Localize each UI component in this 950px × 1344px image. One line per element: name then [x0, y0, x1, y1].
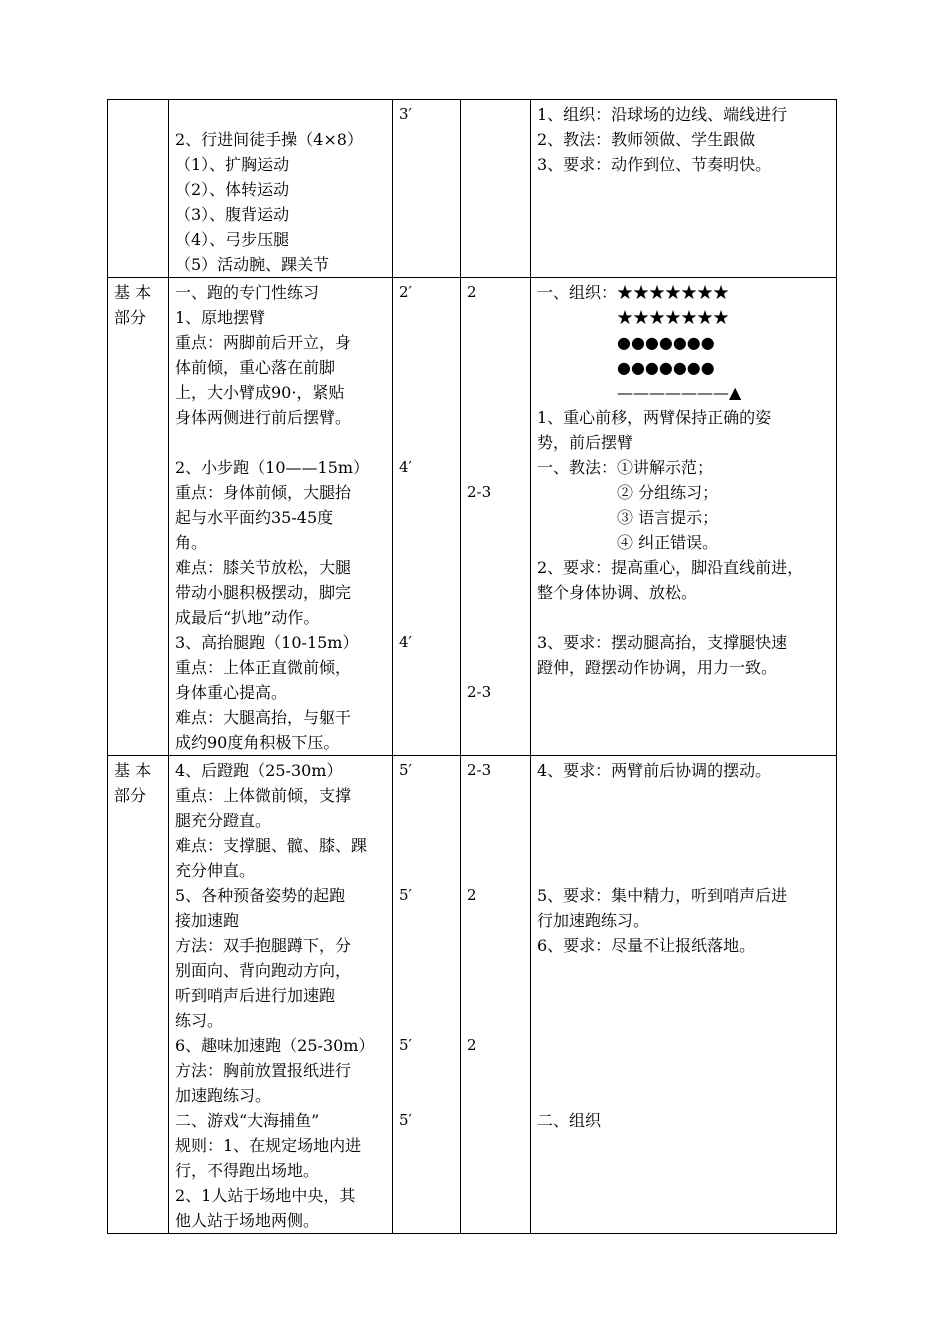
content-line: 练习。 [175, 1011, 224, 1030]
method-line: 一、教法：①讲解示范； [537, 458, 714, 477]
count-value [467, 555, 524, 580]
time-value [399, 833, 454, 858]
count-cell [461, 278, 531, 756]
method-line [537, 858, 830, 883]
time-value [399, 983, 454, 1008]
count-value: 2-3 [467, 761, 492, 779]
count-value [467, 330, 524, 355]
time-value [399, 933, 454, 958]
section-cell [108, 100, 169, 278]
method-line [537, 1083, 830, 1108]
content-line: 难点：大腿高抬，与躯干 [175, 708, 352, 727]
method-line: ●●●●●●● [537, 333, 715, 352]
time-value: 5′ [399, 761, 412, 779]
count-value [467, 1008, 524, 1033]
time-value: 5′ [399, 1111, 412, 1129]
method-line [537, 1008, 830, 1033]
count-value: 2 [467, 886, 477, 904]
content-line [175, 102, 386, 127]
content-line: 重点：上体微前倾，支撑 [175, 786, 352, 805]
content-line: （5）活动腕、踝关节 [175, 255, 330, 274]
content-line: 加速跑练习。 [175, 1086, 272, 1105]
lesson-plan-body [108, 100, 837, 1234]
section-label: 基 本 [114, 761, 152, 780]
count-value [467, 505, 524, 530]
time-value [399, 958, 454, 983]
content-line: 方法：胸前放置报纸进行 [175, 1061, 352, 1080]
count-value [467, 355, 524, 380]
content-line: 上，大小臂成90·，紧贴 [175, 383, 345, 402]
time-value [399, 1008, 454, 1033]
content-line: 2、1人站于场地中央，其 [175, 1186, 356, 1205]
time-value [399, 1083, 454, 1108]
content-line: 身体重心提高。 [175, 683, 288, 702]
content-line: 二、游戏“大海捕鱼” [175, 1111, 320, 1130]
content-line: 身体两侧进行前后摆臂。 [175, 408, 352, 427]
method-line [537, 983, 830, 1008]
method-line: 5、要求：集中精力，听到哨声后进 [537, 886, 788, 905]
content-line: 难点：膝关节放松，大腿 [175, 558, 352, 577]
content-line: 3、高抬腿跑（10-15m） [175, 633, 359, 652]
content-line: 体前倾，重心落在前脚 [175, 358, 336, 377]
content-line: 5、各种预备姿势的起跑 [175, 886, 346, 905]
content-line: 听到哨声后进行加速跑 [175, 986, 336, 1005]
content-cell [169, 756, 393, 1234]
method-line: 一、组织：★★★★★★★ [537, 283, 730, 302]
method-line [537, 783, 830, 808]
section-label: 部分 [114, 308, 147, 327]
time-value [399, 380, 454, 405]
method-line [537, 958, 830, 983]
method-cell [531, 100, 837, 278]
time-value [399, 405, 454, 430]
content-line: 带动小腿积极摆动，脚完 [175, 583, 352, 602]
content-line: 6、趣味加速跑（25-30m） [175, 1036, 375, 1055]
content-line: （2）、体转运动 [175, 180, 290, 199]
method-line [537, 1058, 830, 1083]
content-line: 起与水平面约35-45度 [175, 508, 334, 527]
method-line: 蹬伸，蹬摆动作协调，用力一致。 [537, 658, 778, 677]
time-value: 3′ [399, 105, 412, 123]
content-line: 难点：支撑腿、髋、膝、踝 [175, 836, 368, 855]
time-value [399, 908, 454, 933]
time-value: 5′ [399, 886, 412, 904]
time-cell [393, 278, 461, 756]
count-value [467, 430, 524, 455]
method-line [537, 1033, 830, 1058]
content-line [175, 430, 386, 455]
method-line: 2、要求：提高重心，脚沿直线前进， [537, 558, 804, 577]
content-line: 2、小步跑（10——15m） [175, 458, 370, 477]
time-cell [393, 100, 461, 278]
method-line [537, 808, 830, 833]
count-value [467, 908, 524, 933]
time-value [399, 783, 454, 808]
count-value [467, 380, 524, 405]
section-cell [108, 756, 169, 1234]
content-line: 规则：1、在规定场地内进 [175, 1136, 362, 1155]
count-value [467, 580, 524, 605]
count-cell [461, 756, 531, 1234]
count-value: 2 [467, 1036, 477, 1054]
content-line: 他人站于场地两侧。 [175, 1211, 320, 1230]
content-line: （4）、弓步压腿 [175, 230, 290, 249]
content-line: 重点：上体正直微前倾， [175, 658, 352, 677]
table-row [108, 756, 837, 1234]
count-value [467, 102, 524, 127]
count-value [467, 858, 524, 883]
time-value [399, 808, 454, 833]
lesson-plan-table [107, 99, 837, 1234]
method-line: 二、组织 [537, 1111, 602, 1130]
method-line: ④ 纠正错误。 [537, 533, 719, 552]
time-value [399, 605, 454, 630]
content-line: 重点：两脚前后开立，身 [175, 333, 352, 352]
section-label: 基 本 [114, 283, 152, 302]
content-line: （3）、腹背运动 [175, 205, 290, 224]
time-value [399, 505, 454, 530]
table-row [108, 100, 837, 278]
method-line: 3、要求：动作到位、节奏明快。 [537, 155, 772, 174]
method-line [537, 833, 830, 858]
method-line [537, 605, 830, 630]
content-line: 2、行进间徒手操（4×8） [175, 130, 363, 149]
content-line: 1、原地摆臂 [175, 308, 266, 327]
content-line: 4、后蹬跑（25-30m） [175, 761, 343, 780]
count-value [467, 958, 524, 983]
content-line: 别面向、背向跑动方向， [175, 961, 352, 980]
time-cell [393, 756, 461, 1234]
count-value [467, 655, 524, 680]
content-line: 腿充分蹬直。 [175, 811, 272, 830]
section-label: 部分 [114, 786, 147, 805]
method-line: 整个身体协调、放松。 [537, 583, 698, 602]
content-line: 充分伸直。 [175, 861, 256, 880]
content-line: 行，不得跑出场地。 [175, 1161, 320, 1180]
content-line: 一、跑的专门性练习 [175, 283, 320, 302]
content-cell [169, 100, 393, 278]
section-cell [108, 278, 169, 756]
count-cell [461, 100, 531, 278]
content-line: 重点：身体前倾，大腿抬 [175, 483, 352, 502]
time-value [399, 858, 454, 883]
count-value [467, 983, 524, 1008]
count-value [467, 630, 524, 655]
content-cell [169, 278, 393, 756]
time-value [399, 530, 454, 555]
time-value [399, 430, 454, 455]
time-value [399, 480, 454, 505]
time-value [399, 305, 454, 330]
time-value [399, 555, 454, 580]
count-value [467, 833, 524, 858]
section-label [114, 102, 162, 127]
method-line: ③ 语言提示； [537, 508, 719, 527]
method-line: 3、要求：摆动腿高抬，支撑腿快速 [537, 633, 788, 652]
count-value [467, 808, 524, 833]
time-value [399, 1058, 454, 1083]
count-value [467, 455, 524, 480]
content-line: 方法：双手抱腿蹲下，分 [175, 936, 352, 955]
count-value [467, 933, 524, 958]
content-line: 接加速跑 [175, 911, 240, 930]
section-label [114, 127, 162, 152]
count-value [467, 605, 524, 630]
count-value [467, 305, 524, 330]
method-line: ★★★★★★★ [537, 308, 730, 327]
method-line: 势，前后摆臂 [537, 433, 634, 452]
content-line: （1）、扩胸运动 [175, 155, 290, 174]
method-line: 2、教法：教师领做、学生跟做 [537, 130, 756, 149]
count-value: 2 [467, 283, 477, 301]
method-line: 1、重心前移，两臂保持正确的姿 [537, 408, 772, 427]
time-value [399, 355, 454, 380]
time-value: 4′ [399, 458, 412, 476]
method-cell [531, 278, 837, 756]
count-value [467, 405, 524, 430]
method-line: 4、要求：两臂前后协调的摆动。 [537, 761, 772, 780]
method-line: 行加速跑练习。 [537, 911, 650, 930]
count-value: 2-3 [467, 483, 492, 501]
time-value: 2′ [399, 283, 412, 301]
count-value [467, 530, 524, 555]
table-row [108, 278, 837, 756]
method-line: ② 分组练习； [537, 483, 719, 502]
method-line: 6、要求：尽量不让报纸落地。 [537, 936, 756, 955]
content-line: 成约90度角积极下压。 [175, 733, 340, 752]
method-line: ———————▲ [537, 383, 742, 402]
time-value [399, 330, 454, 355]
time-value: 5′ [399, 1036, 412, 1054]
content-line: 角。 [175, 533, 208, 552]
method-line: ●●●●●●● [537, 358, 715, 377]
content-line: 成最后“扒地”动作。 [175, 608, 320, 627]
time-value: 4′ [399, 633, 412, 651]
method-cell [531, 756, 837, 1234]
method-line: 1、组织：沿球场的边线、端线进行 [537, 105, 788, 124]
count-value [467, 783, 524, 808]
count-value: 2-3 [467, 683, 492, 701]
time-value [399, 580, 454, 605]
